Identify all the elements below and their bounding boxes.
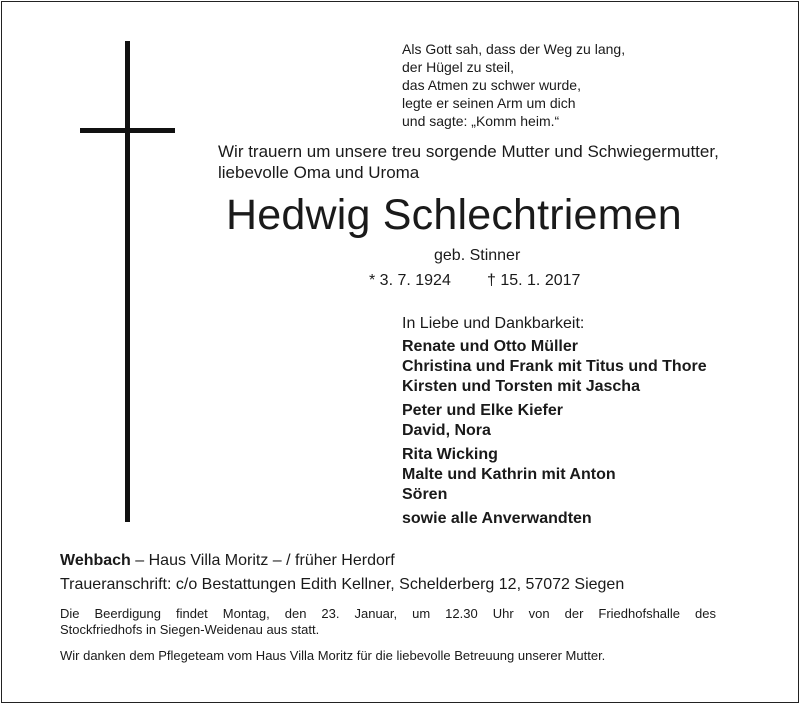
mourner-entry: sowie alle Anverwandten — [402, 510, 592, 527]
place-town: Wehbach — [60, 552, 131, 569]
mourner-entry: Sören — [402, 486, 448, 503]
birth-name: geb. Stinner — [434, 247, 521, 264]
mourner-entry: Kirsten und Torsten mit Jascha — [402, 378, 640, 395]
place-details: – Haus Villa Moritz – / früher Herdorf — [130, 552, 395, 569]
deceased-name: Hedwig Schlechtriemen — [226, 191, 682, 239]
thanks-line: In Liebe und Dankbarkeit: — [402, 315, 585, 332]
funeral-info — [60, 606, 716, 638]
poem — [402, 40, 625, 130]
funeral-line: Die Beerdigung findet Montag, den 23. Januar, um 12.30 Uhr von der Friedhofshalle des — [60, 606, 716, 621]
mourner-entry: Renate und Otto Müller — [402, 338, 578, 355]
cross-horizontal-beam — [80, 128, 175, 133]
poem-line: das Atmen zu schwer wurde, — [402, 77, 581, 93]
mourner-entry: Malte und Kathrin mit Anton — [402, 466, 616, 483]
funeral-line: Stockfriedhofs in Siegen-Weidenau aus statt. — [60, 622, 320, 637]
mourner-group — [402, 401, 707, 441]
poem-line: legte er seinen Arm um dich — [402, 95, 576, 111]
intro-text — [218, 141, 719, 183]
mourner-entry: Peter und Elke Kiefer — [402, 402, 563, 419]
mourners-list — [402, 337, 707, 529]
poem-line: der Hügel zu steil, — [402, 59, 515, 75]
mourning-address: Traueranschrift: c/o Bestattungen Edith Kellner, Schelderberg 12, 57072 Siegen — [60, 576, 625, 593]
poem-line: und sagte: „Komm heim.“ — [402, 113, 560, 129]
mourner-group — [402, 337, 707, 397]
place-line — [60, 551, 395, 571]
intro-line: liebevolle Oma und Uroma — [218, 163, 420, 182]
poem-line: Als Gott sah, dass der Weg zu lang, — [402, 41, 626, 57]
cross-vertical-beam — [125, 41, 130, 522]
mourner-entry: David, Nora — [402, 422, 491, 439]
mourner-entry: Rita Wicking — [402, 446, 498, 463]
gratitude-note: Wir danken dem Pflegeteam vom Haus Villa Moritz für die liebevolle Betreuung unserer Mutter. — [60, 648, 606, 663]
birth-date: * 3. 7. 1924 — [369, 272, 451, 289]
mourner-entry: Christina und Frank mit Titus und Thore — [402, 358, 707, 375]
mourner-group — [402, 509, 707, 529]
mourner-group — [402, 445, 707, 505]
intro-line: Wir trauern um unsere treu sorgende Mutter und Schwiegermutter, — [218, 142, 719, 161]
death-date: † 15. 1. 2017 — [487, 272, 581, 289]
